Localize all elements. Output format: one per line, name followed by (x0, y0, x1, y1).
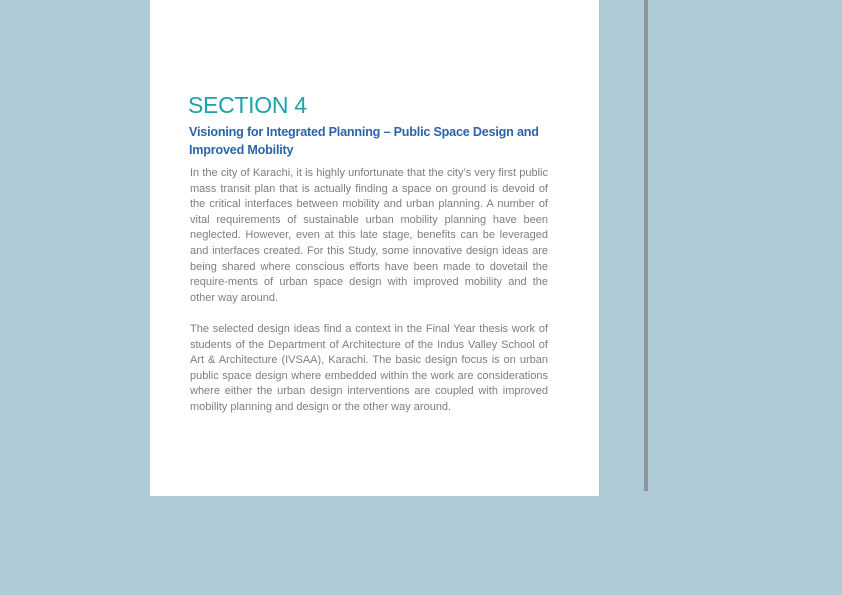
document-page (150, 0, 599, 496)
section-label: SECTION 4 (188, 92, 307, 118)
vertical-divider (644, 0, 648, 491)
paragraph-1: In the city of Karachi, it is highly unfortunate that the city’s very first public mass transit plan that is actually finding a space on ground is devoid of the critical interfaces between mobility and urban planning. A number of vital requirements of sustainable urban mobility planning have been neglected. However, even at this late stage, benefits can be leveraged and interfaces created. For this Study, some innovative design ideas are being shared where conscious efforts have been made to dovetail the require-ments of urban space design with improved mobility and the other way around. (190, 167, 548, 304)
section-heading: Visioning for Integrated Planning – Public Space Design and Improved Mobility (189, 125, 539, 157)
body-text (190, 166, 548, 431)
paragraph-2: The selected design ideas find a context in the Final Year thesis work of students of the Department of Architecture of the Indus Valley School of Art & Architecture (IVSAA), Karachi. The basic design focus is on urban public space design where embedded within the work are considerations where either the urban design interventions are coupled with improved mobility planning and design or the other way around. (190, 323, 548, 413)
